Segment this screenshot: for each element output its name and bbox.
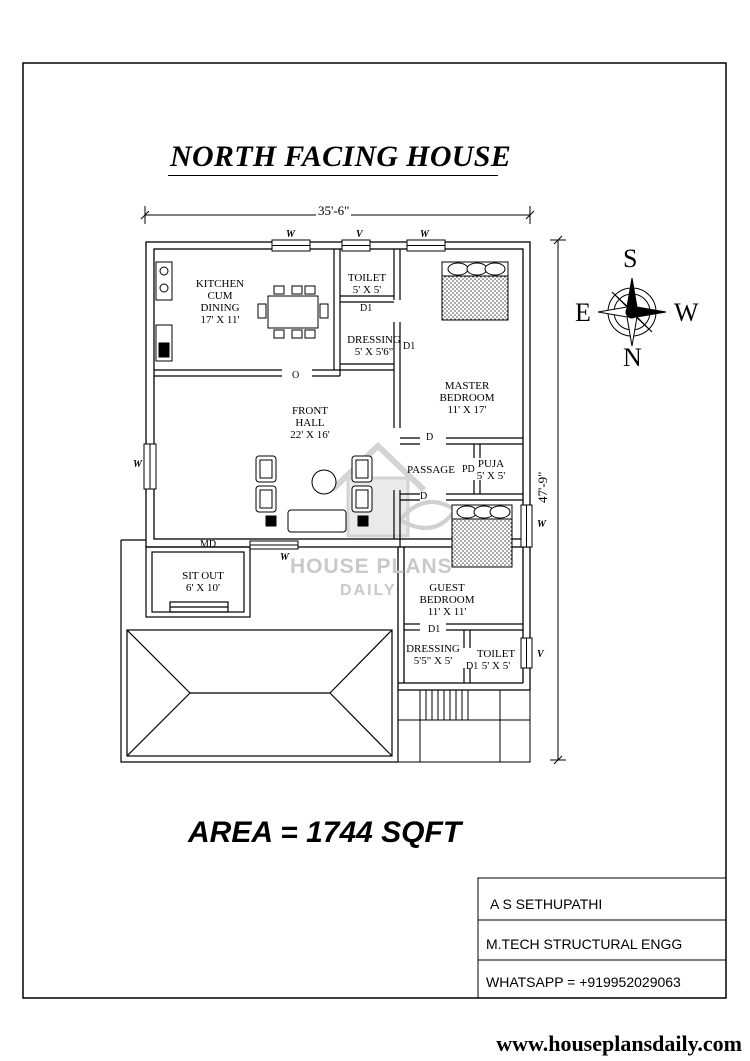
door-label-toilet: D1	[360, 303, 373, 314]
room-label-dressing-bottom: DRESSING 5'5" X 5'	[406, 643, 460, 667]
window-label-sitout: W	[280, 552, 289, 563]
watermark-text-2: DAILY	[340, 582, 397, 599]
door-label-puja: PD	[462, 464, 475, 475]
compass-south-label: S	[623, 244, 638, 273]
room-label-dressing-top: DRESSING 5' X 5'6"	[347, 334, 401, 358]
staircase	[398, 690, 530, 762]
door-label-guest-dressing: D1	[428, 624, 441, 635]
width-dimension-label: 35'-6"	[318, 203, 350, 218]
door-label-dressing: D1	[403, 341, 416, 352]
ventilator-label-right: V	[537, 649, 544, 660]
door-label-master: D	[426, 432, 434, 443]
room-label-guest-bedroom: GUEST BEDROOM 11' X 11'	[419, 582, 475, 618]
compass-north-label: N	[623, 343, 642, 372]
room-label-toilet-top: TOILET 5' X 5'	[347, 272, 387, 296]
compass-east-label: E	[575, 298, 591, 327]
title-underline	[168, 175, 498, 176]
dining-table	[258, 286, 328, 338]
master-bed	[442, 262, 508, 320]
depth-dimension	[550, 236, 566, 764]
opening-label: O	[292, 370, 300, 381]
door-label-guest: D	[420, 491, 428, 502]
window-label-right: W	[537, 519, 546, 530]
top-windows	[272, 240, 445, 251]
room-label-toilet-bottom: TOILET 5' X 5'	[476, 648, 516, 672]
room-label-passage: PASSAGE	[407, 464, 455, 476]
area-label: AREA = 1744 SQFT	[188, 816, 462, 849]
drawing-title: NORTH FACING HOUSE	[170, 140, 512, 173]
room-label-puja: PUJA 5' X 5'	[476, 458, 506, 482]
compass-west-label: W	[674, 298, 699, 327]
compass-icon	[598, 278, 666, 346]
ventilator-label-top: V	[356, 229, 363, 240]
room-label-front-hall: FRONT HALL 22' X 16'	[290, 405, 330, 441]
window-label-top-2: W	[420, 229, 429, 240]
designer-qualification: M.TECH STRUCTURAL ENGG	[486, 936, 683, 952]
window-label-left: W	[133, 459, 142, 470]
door-label-bottom-toilet: D1	[466, 661, 479, 672]
left-window	[144, 444, 156, 489]
designer-contact: WHATSAPP = +919952029063	[486, 974, 681, 990]
watermark-text: HOUSE PLANS	[290, 555, 453, 578]
kitchen-counter	[156, 262, 172, 361]
room-label-kitchen: KITCHEN CUM DINING 17' X 11'	[195, 278, 245, 326]
room-label-sit-out: SIT OUT 6' X 10'	[182, 570, 224, 594]
window-label-top-1: W	[286, 229, 295, 240]
main-door-window	[250, 541, 298, 549]
main-door-label: MD	[200, 539, 217, 550]
room-label-master-bedroom: MASTER BEDROOM 11' X 17'	[439, 380, 495, 416]
guest-bed	[452, 505, 512, 567]
designer-name: A S SETHUPATHI	[490, 896, 603, 912]
depth-dimension-label: 47'-9"	[535, 471, 550, 503]
website-url[interactable]: www.houseplansdaily.com	[496, 1031, 742, 1056]
